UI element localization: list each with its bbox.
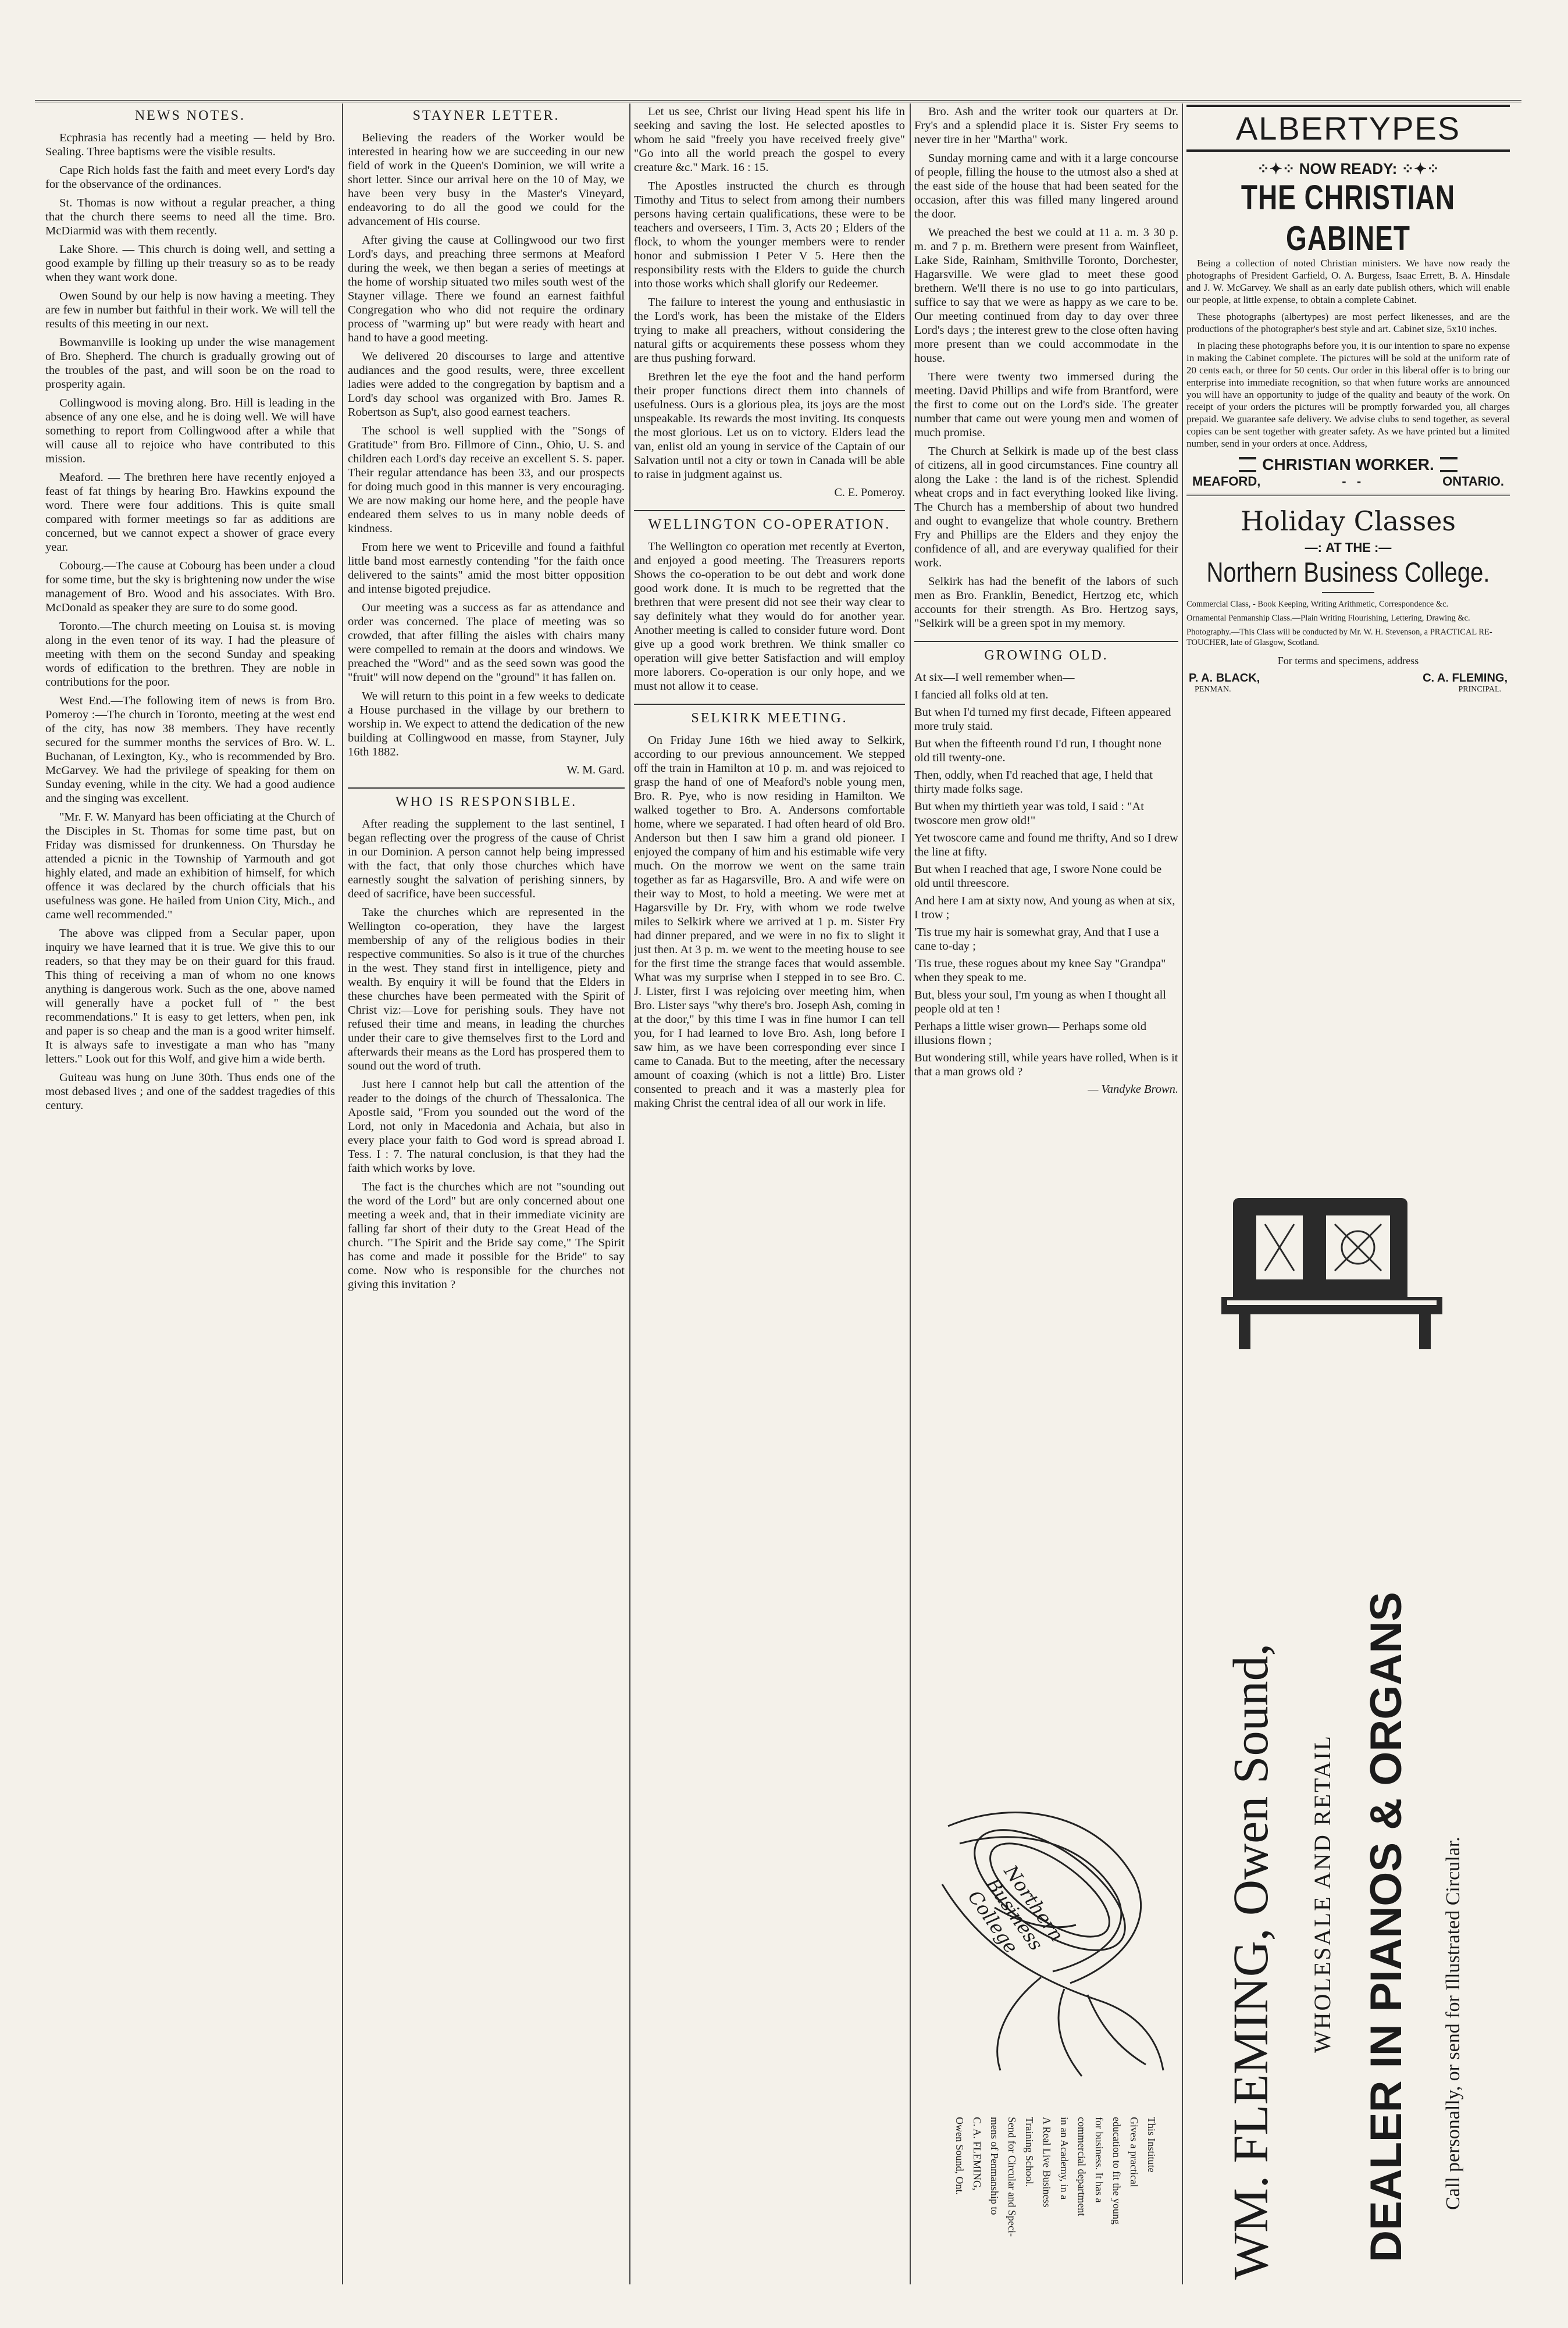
ontario-label: ONTARIO. xyxy=(1442,474,1504,489)
publisher-location xyxy=(1186,474,1510,496)
at-the-label: —: AT THE :— xyxy=(1305,540,1392,555)
paragraph: "Mr. F. W. Manyard has been officiating at the Church of the Disciples in St. Thomas for some time past, but on Friday was dismissed for drunkenness. On Thursday he attended a picnic in the Township of Yarmouth and got highly elated, and made an exhibition of himself, for which offence it was declared by the church officials that his usefulness was gone. He hailed from Union City, Mich., and came well recommended." xyxy=(45,811,335,921)
bars-icon xyxy=(1239,457,1256,472)
paragraph: The fact is the churches which are not "sounding out the word of the Lord" but are only concerned about one meeting a week and, that in their immediate vicinity are falling far short of their duty to the Great Head of the church. "The Spirit and the Bride say come," The Spirit has come and made it possible for the Bride" to say come. Now who is responsible for the churches not giving this invitation ? xyxy=(348,1181,625,1291)
section-heading-stayner-letter: STAYNER LETTER. xyxy=(412,108,560,123)
fleming-name-rotated: WM. FLEMING, Owen Sound, xyxy=(1223,1643,1278,2280)
paragraph: And here I am at sixty now, And young as when at six, I trow ; xyxy=(914,894,1175,921)
christian-worker-line xyxy=(1186,455,1510,474)
dash-separator: - - xyxy=(1342,474,1362,489)
paragraph: Toronto.—The church meeting on Louisa st. is moving along in the even tenor of its way. I had the pleasure of meeting with them on the second Sunday and speaking words of edification to the brethren. They are noble in contributions for the poor. xyxy=(45,620,335,689)
paragraph: These photographs (albertypes) are most perfect likenesses, and are the productions of the photographer's best style and art. Cabinet size, 5x10 inches. xyxy=(1186,311,1510,334)
gabinet-body xyxy=(1186,257,1510,450)
principal-title: PRINCIPAL. xyxy=(1458,685,1502,694)
section-heading-selkirk: SELKIRK MEETING. xyxy=(634,704,905,726)
paragraph: Cape Rich holds fast the faith and meet every Lord's day for the observance of the ordinances. xyxy=(45,164,335,191)
stayner-signature: W. M. Gard. xyxy=(566,764,625,776)
emblem-line: This Institute xyxy=(1146,2117,1157,2173)
paragraph: The above was clipped from a Secular paper, upon inquiry we have learned that it is true. We give this to our readers, so that they may be on their guard for this fraud. This thing of receiving a man of whom no one knows anything is dangerous work. Such as the one, above named will generally have a pocket full of " the best recommendations." It is easy to get letters, when pen, ink and paper is so cheap and the man is a good writer himself. It is always safe to investigate a man who has "many letters." Look out for this Wolf, and give him a wide berth. xyxy=(45,927,335,1065)
meaford-label: MEAFORD, xyxy=(1192,474,1261,489)
paragraph: After reading the supplement to the last sentinel, I began reflecting over the progress of the cause of Christ in our Dominion. A person cannot help being impressed with the fact, that only those churches which have earnestly sought the salvation of perishing sinners, by deed of sacrifice, have been successful. xyxy=(348,818,625,900)
emblem-line: A Real Live Business xyxy=(1041,2117,1053,2208)
paragraph: There were twenty two immersed during the meeting. David Phillips and wife from Brantford, were the first to come out on the Lord's side. The greater number that came out were young men and women of much promise. xyxy=(914,370,1178,439)
college-signatories xyxy=(1186,672,1510,685)
paragraph: But when I'd turned my first decade, Fifteen appeared more truly staid. xyxy=(914,706,1171,733)
paragraph: On Friday June 16th we hied away to Selkirk, according to our previous announcement. We stepped off the train in Hamilton at 10 p. m. and was rejoiced to grasp the hand of one of Meaford's noble young men, Bro. R. Pye, who is now residing in Hamilton. We walked together to Bro. A. Andersons comfortable home, where we separated. I had often heard of old Bro. Anderson but then I saw him a grand old pioneer. I enjoyed the company of him and his estimable wife very much. On the morrow we went on the same train together as far as Hagarsville, Bro. A and wife were on their way to Most, to hold a meeting. We were met at Hagarsville by Dr. Fry, with whom we rode twelve miles to Selkirk where we arrived at 1 p. m. Sister Fry had dinner prepared, and we were in no fix to slight it just then. At 3 p. m. we went to the meeting house to see for the first time the strange faces that would assemble. What was my surprise when I stepped in to see Bro. C. J. Lister, first I was rejoicing over meeting him, when Bro. Lister says "why there's bro. Joseph Ash, coming in at the door," by this time I was in fine humor I can tell you, for I had learned to love Bro. Ash, long before I saw him, as we have been corresponding ever since I came to Canada. But to the meeting, after the necessary amount of coaxing (which is not a little) Bro. Lister consented to preach and it was a masterly plea for making Christ the central idea of all our work in life. xyxy=(634,734,905,1110)
column-news-notes xyxy=(45,105,335,1117)
terms-address: For terms and specimens, address xyxy=(1277,655,1419,666)
column-rule xyxy=(910,104,911,2284)
paragraph: But when the fifteenth round I'd run, I thought none old till twenty-one. xyxy=(914,737,1161,764)
paragraph: After giving the cause at Collingwood our two first Lord's days, and preaching three sermons at Meaford during the week, we then began a series of meetings at the home of worship situated two miles south west of the Stayner village. There we found an earnest faithful Congregation who who did not require the ordinary process of "warming up" but were ready with heart and hand to have a good meeting. xyxy=(348,234,625,344)
emblem-line: education to fit the young xyxy=(1111,2117,1122,2224)
emblem-line: in an Academy, in a xyxy=(1059,2117,1070,2200)
now-ready-banner xyxy=(1186,160,1510,178)
piano-illustration-icon xyxy=(1210,1181,1471,1355)
paragraph: I fancied all folks old at ten. xyxy=(914,689,1049,701)
at-the-text: AT THE xyxy=(1325,540,1371,555)
penman-title: PENMAN. xyxy=(1195,685,1231,694)
paragraph: Brethren let the eye the foot and the hand perform their proper functions direct them into channels of usefulness. Ours is a glorious plea, its joys are the most unspeakable. Its rewards the most inviting. Its conquests the most glorious. Let us on to victory. Elders lead the van, enlist old an young in service of the Captain of our Salvation until not a city or town in Canada will be able to raise in judgment against us. xyxy=(634,370,905,481)
paragraph: Bro. Ash and the writer took our quarters at Dr. Fry's and a splendid place it is. Sister Fry seems to never tire in her "Martha" work. xyxy=(914,105,1178,146)
who-is-responsible-body xyxy=(348,817,625,1292)
emblem-line: Send for Circular and Speci- xyxy=(1006,2117,1018,2237)
now-ready-text: NOW READY: xyxy=(1299,160,1398,177)
growing-old-poem xyxy=(914,671,1178,1079)
ornamental-class: Ornamental Penmanship Class.—Plain Writing Flourishing, Lettering, Drawing &c. xyxy=(1186,614,1470,623)
paragraph: Cobourg.—The cause at Cobourg has been under a cloud for some time, but the sky is brightening now under the wise management of Bro. Wood and his associates. With Bro. McDonald as speaker they are sure to do some good. xyxy=(45,559,335,614)
holiday-classes-title: Holiday Classes xyxy=(1240,505,1456,537)
paragraph: West End.—The following item of news is from Bro. Pomeroy :—The church in Toronto, meeting at the west end of the city, has now 38 members. They have recently secured for the summer months the services of Bro. W. L. Buchanan, of Lexington, Ky., who is recommended by Bro. McGarvey. We had the privilege of speaking for them on Sunday evening, while in the city. We had a good audience and the singing was excellent. xyxy=(45,694,335,805)
paragraph: But wondering still, while years have rolled, When is it that a man grows old ? xyxy=(914,1051,1178,1078)
dealer-pianos-organs: DEALER IN PIANOS & ORGANS xyxy=(1362,1592,1411,2262)
paragraph: Believing the readers of the Worker would be interested in hearing how we are succeeding in our new field of work in the Queen's Dominion, we will write a short letter. Since our arrival here on the 10 of May, we have been very busy in the Master's Vineyard, endeavoring to do all the good we could for the advancement of His course. xyxy=(348,131,625,228)
paragraph: The school is well supplied with the "Songs of Gratitude" from Bro. Fillmore of Cinn., Ohio, U. S. and children each Lord's day receive an excellent S. S. paper. Their regular attendance has been 33, and our prospects for doing much good in this manner is very encouraging. We are now making our home here, and the people have endeared them selves to us in many noble deeds of kindness. xyxy=(348,425,625,535)
emblem-line: mens of Penmanship to xyxy=(989,2117,1000,2215)
college-classes xyxy=(1186,599,1510,648)
paragraph: From here we went to Priceville and found a faithful little band most earnestly contending "for the faith once delivered to the saints" amid the most bitter opposition and intense bigoted prejudice. xyxy=(348,541,625,596)
column-stayner xyxy=(348,105,625,1296)
wellington-body xyxy=(634,540,905,693)
paragraph: Collingwood is moving along. Bro. Hill is leading in the absence of any one else, and he is doing well. We will have something to report from Collingwood after a while that will cause all to rejoice who have contributed to this mission. xyxy=(45,397,335,465)
column-four xyxy=(914,105,1178,1785)
paragraph: The Wellington co operation met recently at Everton, and enjoyed a good meeting. The Treasurers reports Shows the co-operation to be out debt and work done good work done. It is much to be regretted that the brethren that were present did not see their way clear to say definitely what they would do for another year. Another meeting is called to consider future word. Dont give up a good work brethren. We think smaller co operation will give better Satisfaction and will employ more laborers. Co-operation is our only hope, and we must not allow it to cease. xyxy=(634,540,905,693)
selkirk-continued xyxy=(914,105,1178,630)
emblem-line: C. A. FLEMING, xyxy=(971,2117,983,2191)
paragraph: We preached the best we could at 11 a. m. 3 30 p. m. and 7 p. m. Brethern were present from Wainfleet, Lake Side, Rainham, Smithville Toronto, Dorchester, Hagarsville. We were glad to meet these good brethern. We'll there is no use to go into particulars, suffice to say that we were as happy as we care to be. Our meeting continued from day to day over three Lord's days ; the interest grew to the close often having more present than we could accommodate in the house. xyxy=(914,226,1178,365)
divider xyxy=(1322,592,1374,593)
emblem-line: Owen Sound, Ont. xyxy=(954,2117,965,2195)
emblem-line: Training School. xyxy=(1024,2117,1035,2187)
paragraph: Guiteau was hung on June 30th. Thus ends one of the most debased lives ; and one of the saddest tragedies of this century. xyxy=(45,1071,335,1112)
christian-gabinet-title: THE CHRISTIAN GABINET xyxy=(1241,177,1456,258)
section-heading-news-notes: NEWS NOTES. xyxy=(134,108,246,123)
fleming-name: C. A. FLEMING, xyxy=(1423,672,1508,685)
column-rule xyxy=(342,104,343,2284)
emblem-line: commercial department xyxy=(1076,2117,1088,2216)
paragraph: Owen Sound by our help is now having a meeting. They are few in number but faithful in their work. We will tell the results of this meeting in our next. xyxy=(45,290,335,330)
paragraph: Being a collection of noted Christian ministers. We have now ready the photographs of President Garfield, O. A. Burgess, Isaac Errett, B. A. Hinsdale and J. W. McGarvey. We shall as an early date publish others, which will enable our people, at little expense, to obtain a complete Cabinet. xyxy=(1186,258,1510,305)
masthead-rule xyxy=(35,100,1521,102)
section-heading-wellington: WELLINGTON CO-OPERATION. xyxy=(634,510,905,533)
paragraph: Ecphrasia has recently had a meeting — held by Bro. Sealing. Three baptisms were the visible results. xyxy=(45,131,335,158)
paragraph: But, bless your soul, I'm young as when I thought all people old at ten ! xyxy=(914,989,1167,1015)
paragraph: Selkirk has had the benefit of the labors of such men as Bro. Franklin, Benedict, Hertzog etc, which accounts for their strength. As Bro. Hertzog says, "Selkirk will be a green spot in my memory. xyxy=(914,575,1178,630)
paragraph: Let us see, Christ our living Head spent his life in seeking and saving the lost. He selected apostles to whom he said "freely you have received freely give" "Go into all the world preach the gospel to every creature &c." Mark. 16 : 15. xyxy=(634,105,905,174)
bars-icon xyxy=(1440,457,1457,472)
paragraph: In placing these photographs before you, it is our intention to spare no expense in making the Cabinet complete. The pictures will be sold at the uniform rate of 20 cents each, or three for 50 cents. Our order in this liberal offer is to bring our enterprise into immediate recognition, so that when future works are announced you will have an opportunity to judge of the quality and beauty of the work. On receipt of your orders the pictures will be promptly forwarded you, all charges prepaid. We guarantee safe delivery. We advise clubs to send together, as several copies can be sent together with greater safety. As we have printed but a limited number, send in your orders at once. Address, xyxy=(1186,340,1510,449)
column-ads xyxy=(1186,105,1510,1175)
albertypes-title: ALBERTYPES xyxy=(1186,105,1510,152)
who-is-responsible-continued xyxy=(634,105,905,482)
column-rule xyxy=(1182,104,1183,2284)
column-rule xyxy=(629,104,630,2284)
black-name: P. A. BLACK, xyxy=(1189,672,1260,685)
paragraph: But when my thirtieth year was told, I said : "At twoscore men grow old!" xyxy=(914,800,1144,827)
paragraph: Meaford. — The brethren here have recently enjoyed a feast of fat things by hearing Bro. Hawkins expound the word. There were four additions. This is quite small compared with former meetings so far as additions are concerned, but we cannot expect a shower of grace every year. xyxy=(45,471,335,554)
paragraph: Lake Shore. — This church is doing well, and setting a good example by filling up their treasury so as to be ready when they want work done. xyxy=(45,243,335,284)
paragraph: Take the churches which are represented in the Wellington co-operation, they have the largest membership of any of the religious bodies in their respective communities. So also is it true of the churches in the west. They stand first in intelligence, piety and wealth. By enquiry it will be found that the Elders in these churches have been permeated with the Spirit of Christ viz:—Love for perishing souls. They have not refused their time and means, in leading the churches under their care to give themselves first to the Lord and afterwards their means as the Lord has prospered them to sound out the word of truth. xyxy=(348,906,625,1072)
selkirk-body xyxy=(634,733,905,1110)
paragraph: Perhaps a little wiser grown— Perhaps some old illusions flown ; xyxy=(914,1020,1147,1047)
wholesale-retail: WHOLESALE AND RETAIL xyxy=(1309,1734,1335,2053)
paragraph: We will return to this point in a few weeks to dedicate a House purchased in the village by our brethern to worship in. We expect to attend the dedication of the new building at Collingwood en masse, from Stayner, July 16th 1882. xyxy=(348,690,625,758)
poem-author: — Vandyke Brown. xyxy=(1088,1083,1178,1096)
emblem-line: for business. It has a xyxy=(1093,2117,1105,2203)
paragraph: 'Tis true, these rogues about my knee Say "Grandpa" when they speak to me. xyxy=(914,957,1166,984)
paragraph: But when I reached that age, I swore None could be old until threescore. xyxy=(914,863,1162,890)
section-heading-growing-old: GROWING OLD. xyxy=(914,641,1178,664)
ornament-icon: ⁘✦⁘ xyxy=(1257,160,1299,177)
christian-worker-name: CHRISTIAN WORKER. xyxy=(1262,455,1434,473)
ornament-icon: ⁘✦⁘ xyxy=(1397,160,1439,177)
paragraph: St. Thomas is now without a regular preacher, a thing that the church there seems to need all the time. Bro. McDiarmid was with them recently. xyxy=(45,197,335,237)
paragraph: Just here I cannot help but call the attention of the reader to the doings of the church of Thessalonica. The Apostle said, "From you sounded out the word of the Lord, not only in Macedonia and Achaia, but also in every place your faith to God word is spread abroad I. Tess. I : 7. The natural conclusion, is that they had the faith which works by love. xyxy=(348,1078,625,1175)
stayner-letter-body xyxy=(348,131,625,759)
paragraph: The Apostles instructed the church es through Timothy and Titus to select from among their numbers persons having certain qualifications, these were to be teachers and overseers, I Tim. 3, Acts 20 ; Elders of the flock, to whom the younger members were to render honor and submission I Peter V 5. Here then the responsibility rests with the Elders to guide the church into those works which shall glorify our Redeemer. xyxy=(634,180,905,290)
paragraph: Our meeting was a success as far as attendance and order was concerned. The place of meeting was so crowded, that after filling the aisles with chairs many were compelled to remain at the doors and windows. We preached the "Word" and as the seed sown was good the "fruit" will now depend on the "ground" it has fallen on. xyxy=(348,601,625,684)
northern-college-title: Northern Business College. xyxy=(1206,557,1490,589)
column-three xyxy=(634,105,905,1115)
paragraph: Yet twoscore came and found me thrifty, And so I drew the line at fifty. xyxy=(914,832,1178,858)
paragraph: The Church at Selkirk is made up of the best class of citizens, all in good circumstances. Fine country all along the Lake : the land is of the richest. Splendid wheat crops and in fact everything looked like living. The Church has a membership of about two hundred and ought to evangelize that whole country. Brethern Fry and Phillips are the Elders and they enjoy the confidence of all, and are everyway qualified for their work. xyxy=(914,445,1178,569)
paragraph: Sunday morning came and with it a large concourse of people, filling the house to the utmost also a shed at the east side of the house that had been seated for the occasion, after this was filled many lingered around the door. xyxy=(914,152,1178,220)
signatory-titles xyxy=(1186,685,1510,694)
emblem-script-title: Northern Business College xyxy=(963,1861,1068,1958)
business-college-emblem xyxy=(925,1791,1175,2280)
paragraph: Bowmanville is looking up under the wise management of Bro. Shepherd. The church is gradually growing out of the troubles of the past, and will soon be on the road to prosperity again. xyxy=(45,336,335,391)
commercial-class: Commercial Class, - Book Keeping, Writing Arithmetic, Correspondence &c. xyxy=(1186,600,1449,609)
paragraph: We delivered 20 discourses to large and attentive audiances and the good results, were, three excellent ladies were added to the congregation by baptism and a Lord's day school was organized with Bro. James R. Robertson as Sup't, also good earnest teachers. xyxy=(348,350,625,419)
fleming-pianos-ad xyxy=(1216,1367,1489,2280)
photography-class: Photography.—This Class will be conducted by Mr. W. H. Stevenson, a PRACTICAL RE-TOUCHER, late of Glasgow, Scotland. xyxy=(1186,628,1492,647)
paragraph: The failure to interest the young and enthusiastic in the Lord's work, has been the mistake of the Elders trying to make all preachers, without considering the natural gifts or acquirements these possess whom they are thus pushing forward. xyxy=(634,296,905,365)
paragraph: Then, oddly, when I'd reached that age, I held that thirty made folks sage. xyxy=(914,769,1153,796)
news-notes-body xyxy=(45,131,335,1113)
paragraph: At six—I well remember when— xyxy=(914,671,1075,684)
call-personally: Call personally, or send for Illustrated Circular. xyxy=(1442,1837,1464,2210)
emblem-line: Gives a practical xyxy=(1128,2117,1140,2187)
section-heading-who-is-responsible: WHO IS RESPONSIBLE. xyxy=(348,787,625,810)
who-signature: C. E. Pomeroy. xyxy=(834,486,905,499)
paragraph: 'Tis true my hair is somewhat gray, And that I use a cane to-day ; xyxy=(914,926,1159,953)
